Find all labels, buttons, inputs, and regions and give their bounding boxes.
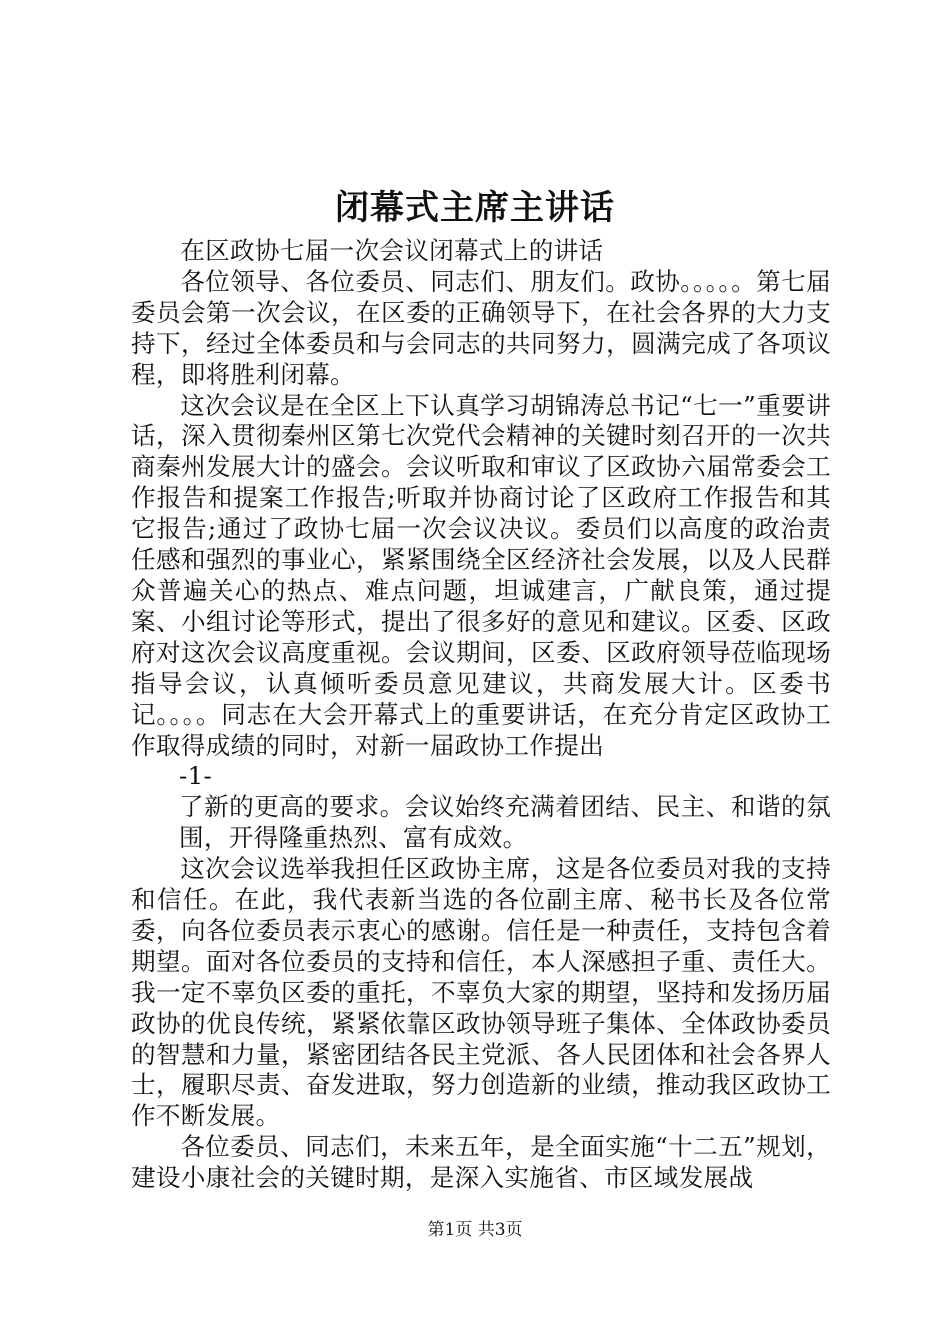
document-body: [131, 236, 831, 1194]
paragraph-election-thanks: 这次会议选举我担任区政协主席，这是各位委员对我的支持和信任。在此，我代表新当选的各位副主席、秘书长及各位常委，向各位委员表示衷心的感谢。信任是一种责任，支持包含着期望。面对各位委员的支持和信任，本人深感担子重、责任大。我一定不辜负区委的重托，不辜负大家的期望，坚持和发扬历届政协的优良传统，紧紧依靠区政协领导班子集体、全体政协委员的智慧和力量，紧密团结各民主党派、各人民团体和社会各界人士，履职尽责、奋发进取，努力创造新的业绩，推动我区政协工作不断发展。: [131, 854, 831, 1131]
paragraph-opening: 各位领导、各位委员、同志们、朋友们。政协。。。。。第七届委员会第一次会议，在区委的正确领导下，在社会各界的大力支持下，经过全体委员和与会同志的共同努力，圆满完成了各项议程，即将胜利闭幕。: [131, 266, 831, 389]
speech-subtitle: 在区政协七届一次会议闭幕式上的讲话: [180, 236, 604, 265]
page-break-marker: -1-: [179, 761, 213, 791]
page-footer: 第1页 共3页: [427, 1220, 523, 1240]
document-title: 闭幕式主席主讲话: [335, 188, 615, 228]
paragraph-continuation: 了新的更高的要求。会议始终充满着团结、民主、和谐的氛围，开得隆重热烈、富有成效。: [179, 792, 831, 853]
paragraph-future-outlook: 各位委员、同志们，未来五年，是全面实施“十二五”规划，建设小康社会的关键时期，是深入实施省、市区域发展战: [131, 1132, 831, 1193]
paragraph-meeting-summary: 这次会议是在全区上下认真学习胡锦涛总书记“七一”重要讲话，深入贯彻秦州区第七次党代会精神的关键时刻召开的一次共商秦州发展大计的盛会。会议听取和审议了区政协六届常委会工作报告和提案工作报告;听取并协商讨论了区政府工作报告和其它报告;通过了政协七届一次会议决议。委员们以高度的政治责任感和强烈的事业心，紧紧围绕全区经济社会发展，以及人民群众普遍关心的热点、难点问题，坦诚建言，广献良策，通过提案、小组讨论等形式，提出了很多好的意见和建议。区委、区政府对这次会议高度重视。会议期间，区委、区政府领导莅临现场指导会议，认真倾听委员意见建议，共商发展大计。区委书记。。。。同志在大会开幕式上的重要讲话，在充分肯定区政协工作取得成绩的同时，对新一届政协工作提出: [131, 390, 831, 760]
